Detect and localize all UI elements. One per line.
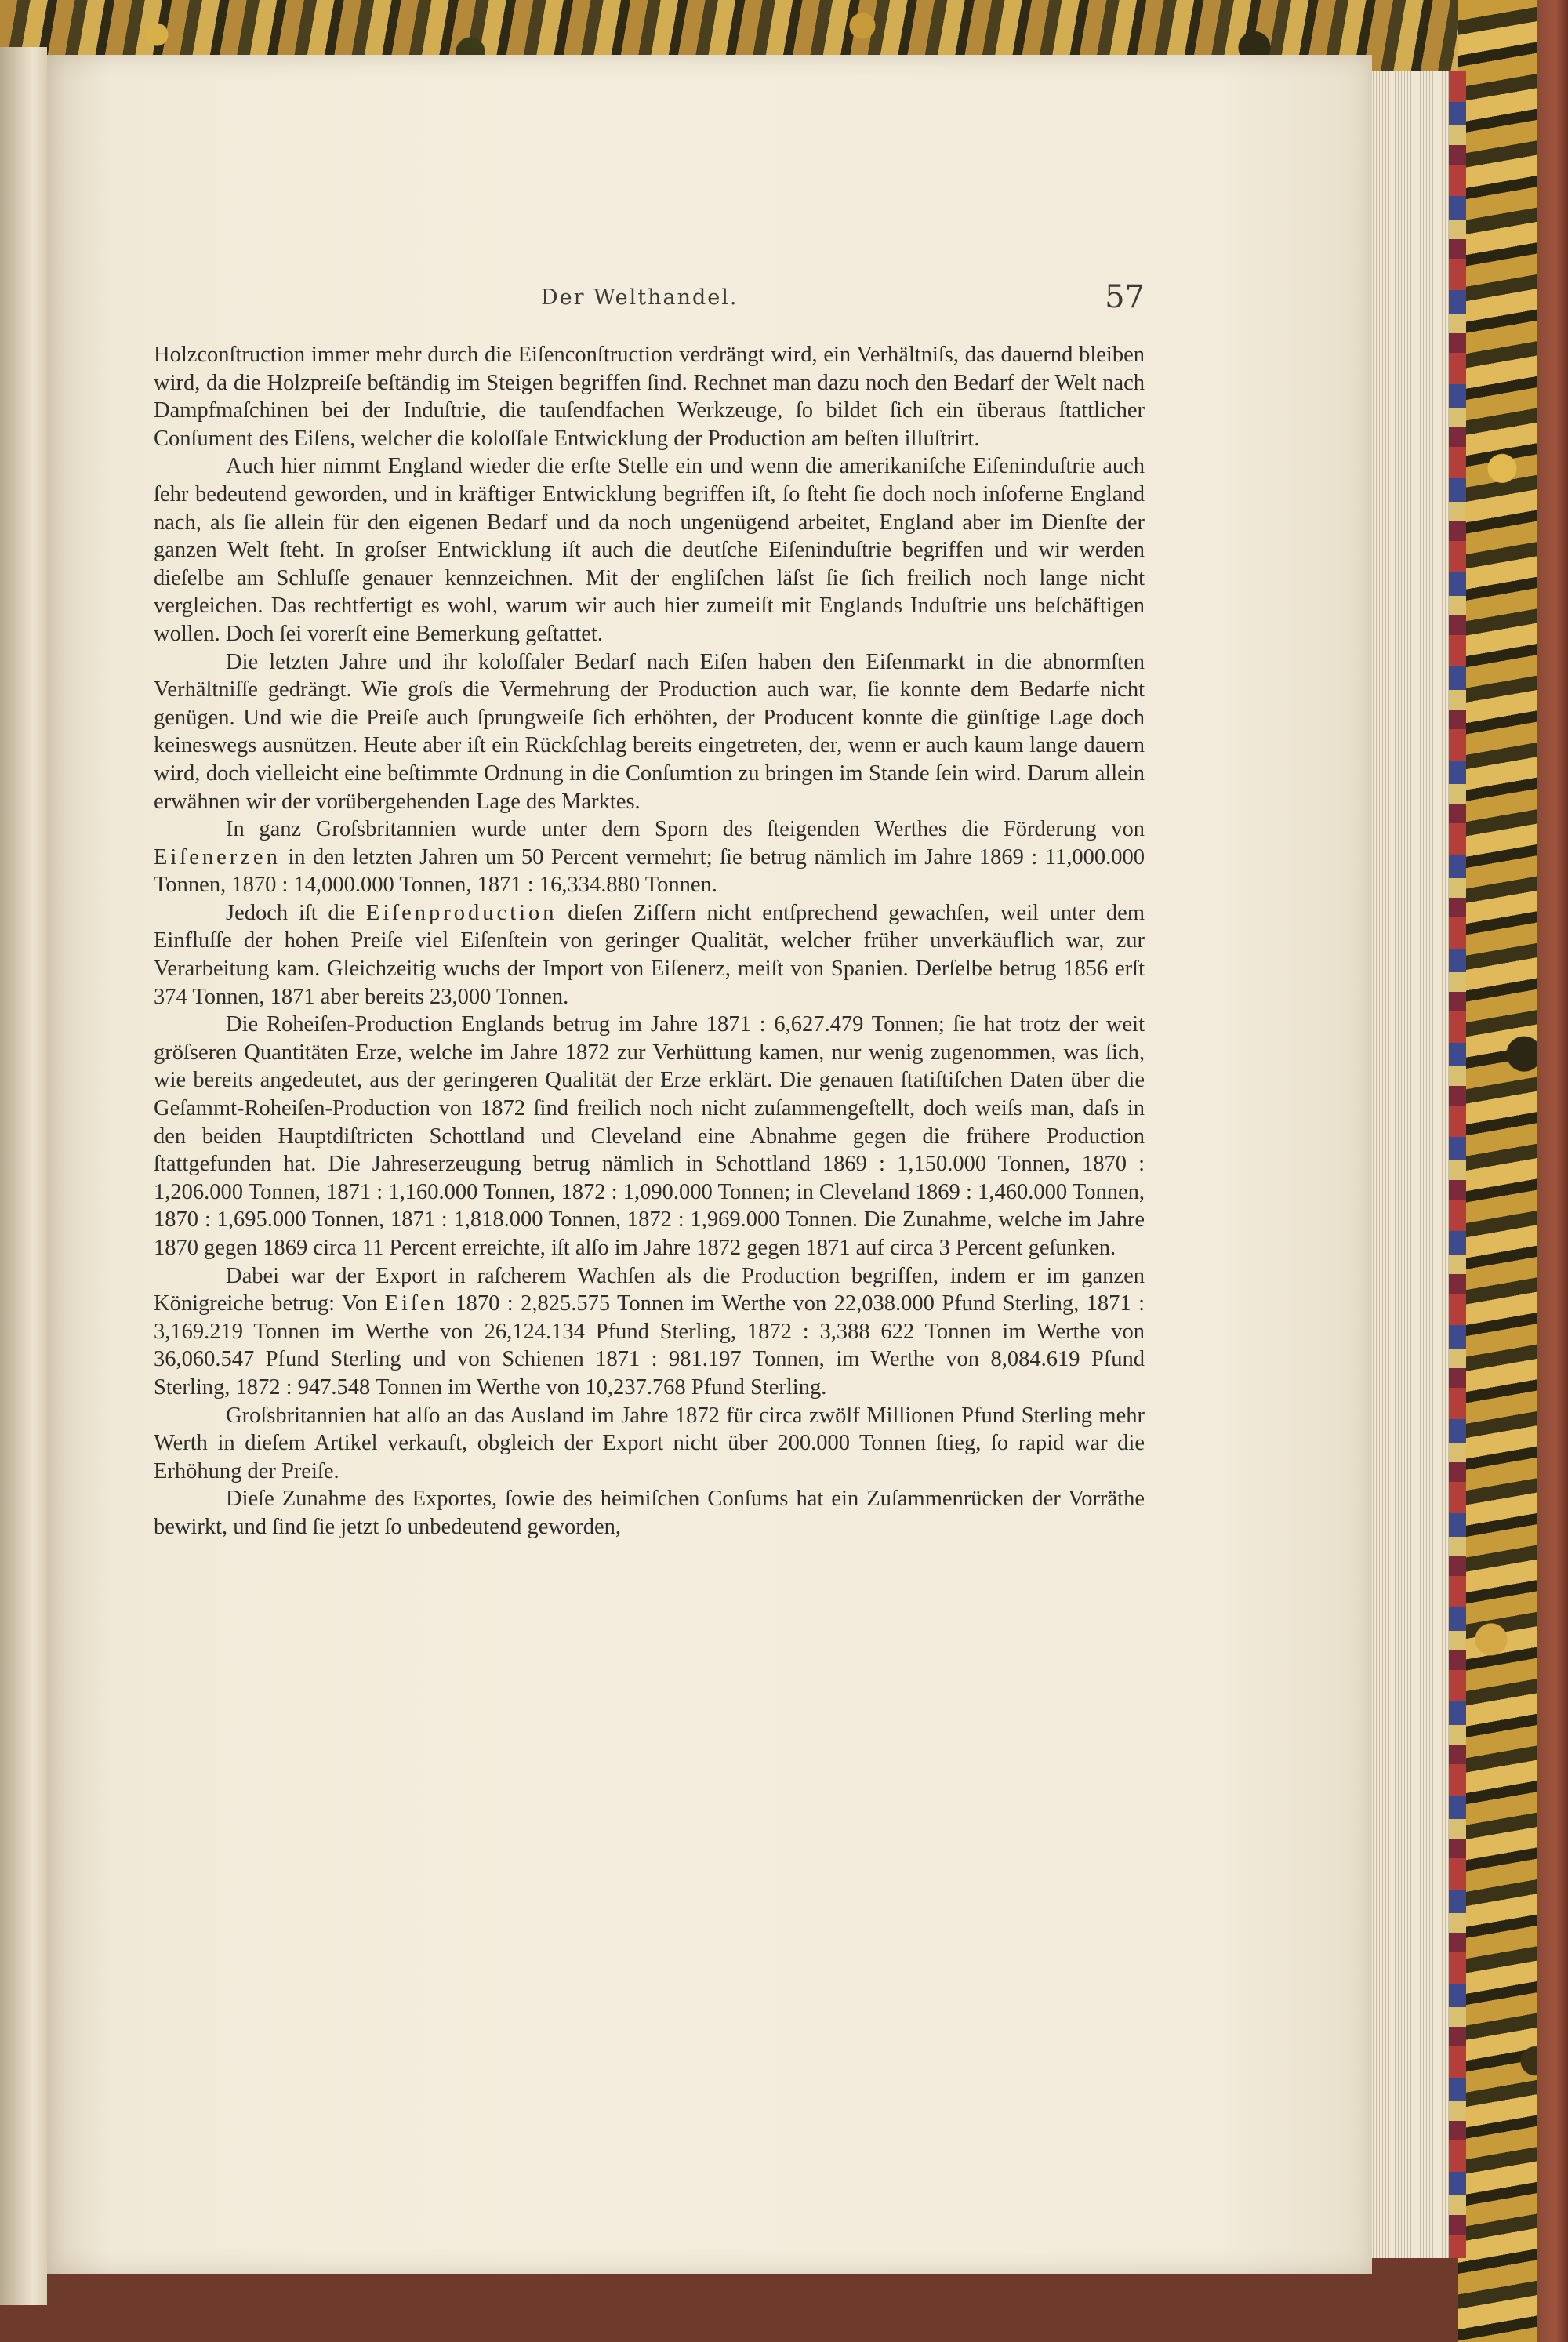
text-run: In ganz Groſsbritannien wurde unter dem Sporn des ſteigenden Werthes die Förderung von (226, 817, 1145, 842)
text-run: 1870 : 2,825.575 Tonnen im Werthe von 22,038.000 Pfund Sterling, 1871 : 3,169.219 Tonnen im Werthe von 26,124.134 Pfund Sterling, 1872 : 3,388 622 Tonnen im Werthe von 36,060.547 Pfund Sterling und von Schienen 1871 : 981.197 Tonnen, im Werthe von 8,084.619 Pfund Sterling, 1872 : 947.548 Tonnen im Werthe von 10,237.768 Pfund Sterling. (154, 1291, 1145, 1400)
book-cover-edge (1537, 0, 1568, 2342)
paragraph (154, 899, 1145, 1011)
fore-edge-marbling (1449, 71, 1466, 2258)
text-run: dieſen Ziffern nicht entſprechend gewachſen, weil unter dem Einfluſſe der hohen Preiſe viel Eiſenſtein von geringer Qualität, welcher früher unverkäuflich war, zur Verarbeitung kam. Gleichzeitig wuchs der Import von Eiſenerz, meiſt von Spanien. Derſelbe betrug 1856 erſt 374 Tonnen, 1871 aber bereits 23,000 Tonnen. (154, 900, 1145, 1009)
emphasis-text: Eiſen (384, 1291, 448, 1316)
running-head: Der Welthandel. (541, 285, 739, 310)
paragraph: Die letzten Jahre und ihr koloſſaler Bedarf nach Eiſen haben den Eiſenmarkt in die abnormſten Verhältniſſe gedrängt. Wie groſs die Vermehrung der Production auch war, ſie konnte dem Bedarfe nicht genügen. Und wie die Preiſe auch ſprungweiſe ſich erhöhten, der Producent konnte die günſtige Lage doch keineswegs ausnützen. Heute aber iſt ein Rückſchlag bereits eingetreten, der, wenn er auch kaum lange dauern wird, doch vielleicht eine beſtimmte Ordnung in die Conſumtion zu bringen im Stande ſein wird. Darum allein erwähnen wir der vorübergehenden Lage des Marktes. (154, 649, 1145, 814)
emphasis-text: Eiſenproduction (365, 900, 557, 925)
paragraph: Auch hier nimmt England wieder die erſte Stelle ein und wenn die amerikaniſche Eiſeninduſtrie auch ſehr bedeutend geworden, und in kräftiger Entwicklung begriffen iſt, ſo ſteht ſie doch noch inſoferne England nach, als ſie allein für den eigenen Bedarf und da noch ungenügend arbeitet, England aber im Dienſte der ganzen Welt ſteht. In groſser Entwicklung iſt auch die deutſche Eiſeninduſtrie begriffen und wir werden dieſelbe am Schluſſe genauer kennzeichnen. Mit der engliſchen läſst ſie ſich freilich noch lange nicht vergleichen. Das rechtfertigt es wohl, warum wir auch hier zumeiſt mit Englands Induſtrie uns beſchäftigen wollen. Doch ſei vorerſt eine Bemerkung geſtattet. (154, 454, 1145, 646)
text-run: Dabei war der Export in raſcherem Wachſen als die Production begriffen, indem er im ganzen Königreiche betrug: Von (154, 1263, 1145, 1316)
page-stack-edges (1364, 71, 1450, 2258)
paragraph (154, 815, 1145, 899)
text-run: Jedoch iſt die (226, 900, 366, 925)
paragraph (154, 1262, 1145, 1402)
paragraph: Groſsbritannien hat alſo an das Ausland im Jahre 1872 für circa zwölf Millionen Pfund Sterling mehr Werth in dieſem Artikel verkauft, obgleich der Export nicht über 200.000 Tonnen ſtieg, ſo rapid war die Erhöhung der Preiſe. (154, 1403, 1145, 1483)
paragraph: Dieſe Zunahme des Exportes, ſowie des heimiſchen Conſums hat ein Zuſammenrücken der Vorräthe bewirkt, und ſind ſie jetzt ſo unbedeutend geworden, (154, 1487, 1145, 1539)
paragraph: Holzconſtruction immer mehr durch die Eiſenconſtruction verdrängt wird, ein Verhältniſs, das dauernd bleiben wird, da die Holzpreiſe beſtändig im Steigen begriffen ſind. Rechnet man dazu noch den Bedarf der Welt nach Dampfmaſchinen bei der Induſtrie, die tauſendfachen Werkzeuge, ſo bildet ſich ein überaus ſtattlicher Conſument des Eiſens, welcher die koloſſale Entwicklung der Production am beſten illuſtrirt. (154, 343, 1145, 451)
emphasis-text: Eiſenerzen (154, 844, 281, 870)
paragraph: Die Roheiſen-Production Englands betrug im Jahre 1871 : 6,627.479 Tonnen; ſie hat trotz der weit gröſseren Quantitäten Erze, welche im Jahre 1872 zur Verhüttung kamen, nur wenig zugenommen, was ſich, wie bereits angedeutet, aus der geringeren Qualität der Erze erklärt. Die genauen ſtatiſtiſchen Daten über die Geſammt-Roheiſen-Production von 1872 ſind freilich noch nicht zuſammengeſtellt, doch weiſs man, daſs in den beiden Hauptdiſtricten Schottland und Cleveland eine Abnahme gegen die frühere Production ſtattgefunden hat. Die Jahreserzeugung betrug nämlich in Schottland 1869 : 1,150.000 Tonnen, 1870 : 1,206.000 Tonnen, 1871 : 1,160.000 Tonnen, 1872 : 1,090.000 Tonnen; in Cleveland 1869 : 1,460.000 Tonnen, 1870 : 1,695.000 Tonnen, 1871 : 1,818.000 Tonnen, 1872 : 1,969.000 Tonnen. Die Zunahme, welche im Jahre 1870 gegen 1869 circa 11 Percent erreichte, iſt alſo im Jahre 1872 gegen 1871 auf circa 3 Percent geſunken. (154, 1012, 1145, 1260)
facing-page-edge (0, 47, 47, 2305)
text-run: in den letzten Jahren um 50 Percent vermehrt; ſie betrug nämlich im Jahre 1869 : 11,000.000 Tonnen, 1870 : 14,000.000 Tonnen, 1871 : 16,334.880 Tonnen. (154, 844, 1145, 898)
page-header (541, 279, 1145, 326)
body-text (154, 341, 1145, 1541)
page-number: 57 (1105, 279, 1145, 315)
